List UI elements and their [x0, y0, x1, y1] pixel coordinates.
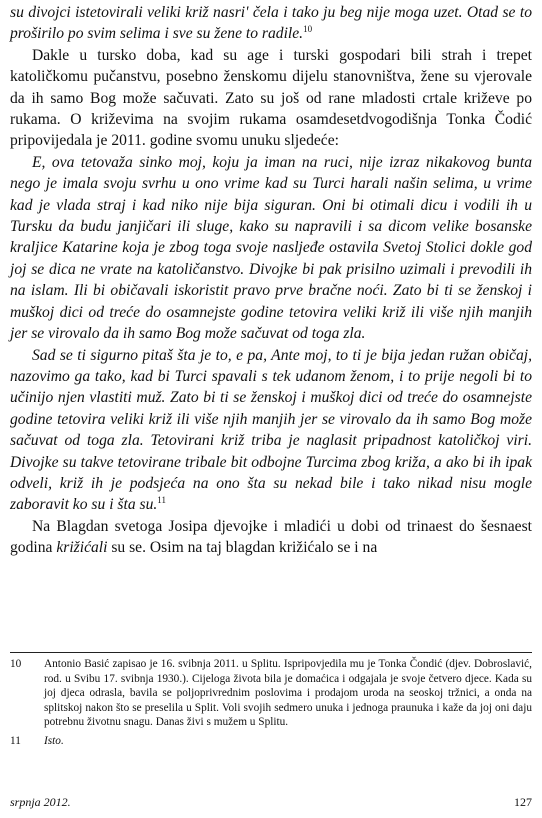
footnote-number: 10 — [10, 658, 22, 670]
quote-text: Sad se ti sigurno pitaš šta je to, e pa, Ante moj, to ti je bija jedan ružan običaj, nazovimo ga tako, kad bi Turci spavali s tek udanom ženom, i to prije negoli bi to učinijo njen vlastiti muž. Zato bi ti se ženskoj i muškoj dici od treće do osamnejste godine tetovira veliki križ ili više njih manjih jer se virovalo da ih samo Bog može sačuvat od toga zla. Tetovirani križ triba je naglasit pripadnost katoličkoj viri. Divojke su takve tetovirane tribale bit odbojne Turcima zbog križa, a ako bi ih ipak odveli, križ ih je podsjeća na ono šta su nekad bile i tako nikad nisu mogle zaboravit ko su i šta su. — [10, 346, 532, 514]
footnote — [10, 657, 532, 730]
emphasized-term: križićali — [56, 539, 108, 557]
footnote-text: Isto. — [44, 734, 64, 747]
quote-paragraph — [10, 345, 532, 516]
footnote-reference[interactable]: 10 — [303, 24, 313, 35]
footnotes — [10, 652, 532, 753]
footnote-text: Antonio Basić zapisao je 16. svibnja 2011. u Splitu. Ispripovjedila mu je Tonka Čondić (djev. Dobroslavić, rod. u Svibu 17. svibnja 1930.). Cijeloga života bila je domaćica i odgajala je svoje četvero djece. Kada su joj djeca odrasla, bavila se poljoprivrednim poslovima i prodajom uroda na seoskoj tržnici, a onda na splitskoj nakon što se preselila u Split. Voli svojih sedmero unuka i jednoga praunuka i kaže da joj oni daju potrebnu životnu snagu. Danas živi s mužem u Splitu. — [44, 658, 532, 729]
paragraph-text: su divojci istetovirali veliki križ nasri' čela i tako ju beg nije moga uzet. Otad se to proširilo po svim selima i sve su žene to radile. — [10, 4, 532, 43]
footnote — [10, 734, 532, 749]
footnote-number: 11 — [10, 734, 21, 747]
paragraph-continuation — [10, 2, 532, 45]
paragraph: Dakle u tursko doba, kad su age i turski gospodari bili strah i trepet katoličkomu pučanstvu, posebno ženskomu dijelu stanovništva, žene su vjerovale da ih samo Bog može sačuvati. Zato su još od rane mladosti crtale križeve po rukama. O križevima na svojim rukama osamdesetdvogodišnja Tonka Čodić pripovijedala je 2011. godine svomu unuku sljedeće: — [10, 46, 532, 150]
quote-paragraph: E, ova tetovaža sinko moj, koju ja iman na ruci, nije izraz nikakovog bunta nego je imala svoju svrhu u ono vrime kad su Turci harali našin selima, u vrime kad je vlada straj i kad niko nije bija siguran. Oni bi otimali dicu i vodili ih u Tursku da budu janjičari ili sluge, kako su napravili i sa dicom velike bosanske kraljice Katarine koja je zbog toga svoje nasljeđe ostavila Svetoj Stolici dokle god joj se dica ne vrate na katoličanstvo. Divojke bi pak prisilno uzimali i prevodili ih na islam. Ili bi običavali iskoristit pravo prve bračne noći. Zato bi ti se ženskoj i muškoj dici od treće do osamnejste godine tetovira veliki križ ili više njih manjih jer se virovalo da ih samo Bog može sačuvat od toga zla. — [10, 153, 532, 343]
issue-date: srpnja 2012. — [10, 795, 71, 809]
footnote-reference[interactable]: 11 — [157, 495, 166, 506]
paragraph — [10, 516, 532, 559]
page-number: 127 — [514, 795, 532, 809]
page-footer — [10, 795, 532, 810]
paragraph-text: su se. Osim na taj blagdan križićalo se i na — [107, 539, 378, 557]
page-body — [10, 2, 532, 559]
paragraph-text: Na Blagdan svetoga Josipa djevojke i mladići u dobi od trinaest do šesnaest godina — [10, 517, 532, 557]
